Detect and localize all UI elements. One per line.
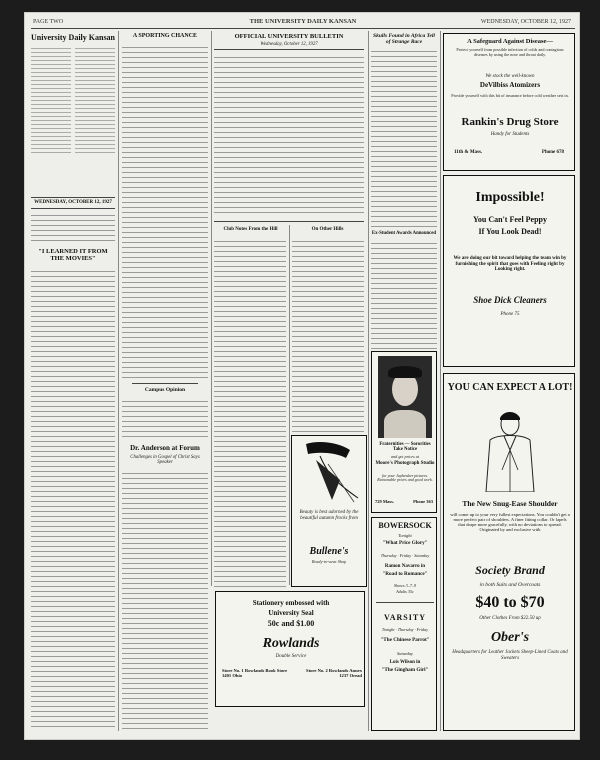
ex-student-headline: Ex-Student Awards Announced [371,231,437,236]
portrait-photo [378,356,432,438]
newspaper-page [24,12,580,740]
bowersock-prices: Adults 35c [396,589,414,594]
news-column [371,31,437,351]
editorial-body [31,267,115,731]
skulls-headline: Skulls Found in Africa Tell of Strange Race [373,33,435,46]
campus-opinion-headline: Campus Opinion [144,387,186,393]
editorial-intro [31,211,115,241]
society-brand-logo: Society Brand [475,563,545,577]
cleaners-phone: Phone 75 [500,312,520,317]
varsity-sat: Saturday [396,651,414,656]
moore-phone: Phone 363 [413,499,433,504]
bulletin-rule-2 [214,221,364,222]
page-number: PAGE TWO [33,19,64,25]
rowlands-logo: Rowlands [262,636,320,651]
paper-name: THE UNIVERSITY DAILY KANSAN [249,18,357,25]
staff-list-right [75,45,115,155]
theater-rule [376,602,434,603]
varsity-days: Tonight · Thursday · Friday [381,627,429,632]
col-divider-2 [211,31,212,586]
rankin-product: DeVilbiss Atomizers [479,81,541,89]
campus-opinion-body [122,397,208,441]
fraternities-text: Fraternities — Sororities Take Notice [379,442,431,453]
sporting-chance-body [122,43,208,381]
moore-name: Moore's Photograph Studio [375,461,435,466]
other-hills-headline: On Other Hills [311,227,344,232]
anderson-body [122,469,208,731]
staff-box [31,45,115,165]
rankin-drug-ad [443,33,575,171]
obers-body: will come up to your very fullest expectations. You couldn't get a more perfect pair of shoulders. A finer fitting collar. Or lapels that drape more gracefully, with no deviations to spread. Originated by and exclusive with [450,512,570,533]
man-illustration [480,410,540,492]
portrait-shoulders [384,410,426,438]
cleaners-line2: If You Look Dead! [478,227,542,236]
rowlands-store-1: Store No. 1 Rowlands Book Store 1401 Ohio [222,668,288,679]
obers-ad [443,373,575,731]
ex-student-body [371,239,437,351]
bullene-tagline: Beauty is best adorned by the beautiful autumn frocks from [299,510,359,521]
theater-ad [371,517,437,731]
club-notes-body [214,237,286,589]
col-divider-5 [440,31,441,731]
bulletin-col-divider [289,225,290,585]
rankin-text1: Protect yourself from possible infection of colds and contagious diseases by using the nose and throat daily. [456,47,564,57]
rankin-text3: Provide yourself with this bit of insurance before cold weather sets in. [451,93,569,98]
rowlands-sub: Double Service [275,654,307,659]
moore-extra: for your Jayhawker pictures. Reasonable prices and good work. [377,473,433,483]
fraternities-sub: and get prices at [390,454,420,459]
varsity-film: "The Chinese Parrot" [380,637,430,643]
varsity-film2: "The Gingham Girl" [381,667,429,673]
bowersock-film2: "Road to Romance" [382,571,428,577]
other-hills-body [292,237,364,437]
bowersock-star: Ramon Navarro in [384,564,426,569]
bulletin-body [214,53,364,217]
skulls-body [371,47,437,227]
society-brand-sub: in both Suits and Overcoats [479,582,541,588]
bulletin-title: OFFICIAL UNIVERSITY BULLETIN [234,33,344,40]
bowersock-shows: Shows 3–7–9 [393,583,417,588]
col2-rule [132,383,198,384]
expect-a-lot-headline: YOU CAN EXPECT A LOT! [447,382,573,393]
staff-list-left [31,45,71,155]
club-notes-headline: Club Notes From the Hill [223,227,278,232]
varsity-star: Lois Wilson in [389,660,421,665]
bulletin-date: Wednesday, October 12, 1927 [260,42,318,47]
moore-studio-ad [371,351,437,513]
header-rule [31,28,575,29]
column-1 [31,31,115,731]
stationery-ad [215,591,365,707]
snug-ease-headline: The New Snug-Ease Shoulder [462,499,558,508]
portrait-hair [388,366,422,378]
bowersock-film: "What Price Glory" [382,540,428,546]
cleaners-line1: You Can't Feel Peppy [473,215,547,224]
obers-store-logo: Ober's [490,630,530,645]
rankin-store-name: Rankin's Drug Store [461,116,559,128]
anderson-headline: Dr. Anderson at Forum [130,444,200,452]
editorial-headline: "I LEARNED IT FROM THE MOVIES" [38,248,108,263]
obers-other-clothes: Other Clothes From $22.50 up [479,616,541,621]
varsity-title: VARSITY [384,613,426,622]
moore-address: 729 Mass. [375,499,394,504]
rankin-text2: We stock the well-known [485,74,535,79]
col-divider-1 [118,31,119,731]
stationery-price: 50c and $1.00 [267,619,315,628]
col-divider-4 [368,31,369,731]
rankin-address: 11th & Mass. [454,150,483,155]
stationery-line1: Stationery embossed with [252,599,330,607]
bulletin-rule [214,49,364,50]
bowersock-tonight: Tonight [398,533,412,538]
rowlands-store-2: Store No. 2 Rowlands Annex 1237 Oread [306,668,362,679]
mast-rule [31,197,115,198]
cleaners-ad [443,175,575,367]
bullene-brand: Bullene's [309,546,349,557]
anderson-subhead: Challenges in Gospel of Christ Says Speaker [130,455,200,466]
header-date: WEDNESDAY, OCTOBER 12, 1927 [480,19,571,25]
mast-rule-2 [31,208,115,209]
sporting-chance-headline: A SPORTING CHANCE [132,33,198,39]
bowersock-days: Thursday · Friday · Saturday [380,553,430,558]
stationery-line2: University Seal [268,609,314,617]
rankin-heading: A Safeguard Against Disease— [467,38,553,45]
impossible-headline: Impossible! [475,190,545,205]
bowersock-title: BOWERSOCK [378,521,432,530]
bullene-ad [291,435,367,587]
masthead-title: University Daily Kansan [31,33,116,42]
fashion-illustration [298,440,362,506]
masthead-dateline: WEDNESDAY, OCTOBER 12, 1927 [34,200,112,205]
rankin-tagline: Handy for Students [490,132,530,137]
column-2 [122,31,208,731]
obers-footer: Headquarters for Leather Jackets Sheep-Lined Coats and Sweaters [452,650,568,661]
bullene-sub: Ready-to-wear Shop [311,559,347,564]
shoe-dick-brand: Shoe Dick Cleaners [473,295,547,305]
cleaners-body: We are doing our bit toward helping the team win by furnishing the spirit that goes with Feeling right by Looking right. [453,256,567,272]
rankin-phone: Phone 678 [541,150,564,155]
obers-price: $40 to $70 [475,594,545,611]
